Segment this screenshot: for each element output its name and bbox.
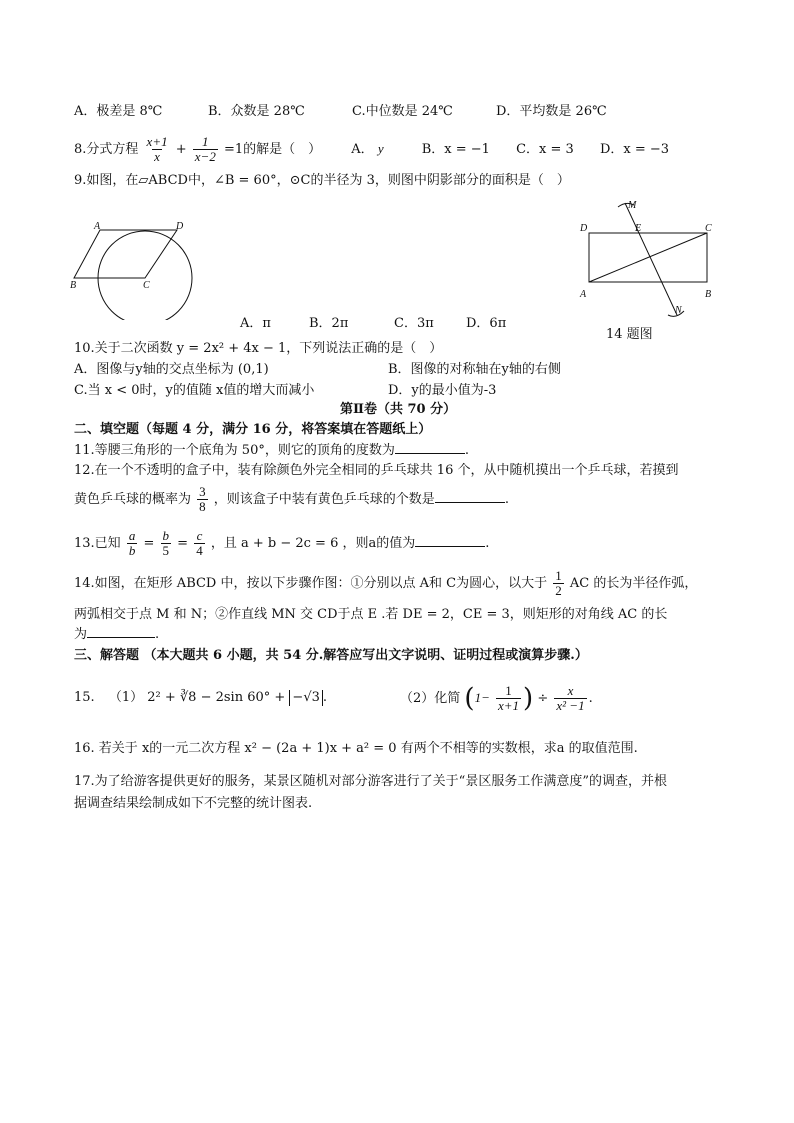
q10-option-d: D．y的最小值为-3	[388, 383, 497, 398]
q13-f2-den: 5	[162, 543, 170, 558]
question-8	[74, 131, 669, 168]
fig14-label-c: C	[705, 223, 712, 234]
question-16: 16. 若关于 x的一元二次方程 x² − (2a + 1)x + a² = 0 有两个不相等的实数根，求a 的取值范围.	[74, 741, 638, 756]
q12-suffix: ，则该盒子中装有黄色乒乓球的个数是	[213, 492, 435, 507]
fig14-label-b: B	[705, 289, 712, 300]
q15-f1-num: 1	[505, 683, 512, 698]
q11-answer-blank[interactable]	[395, 453, 465, 454]
question-11	[74, 442, 469, 460]
q8-frac2-den: x−2	[194, 149, 216, 164]
question-15-part-2	[400, 675, 593, 722]
fig14-caption: 14 题图	[606, 327, 653, 342]
q12-answer-blank[interactable]	[435, 502, 505, 503]
q13-eq2: =	[177, 536, 189, 551]
q9-figure	[66, 218, 202, 320]
q8-frac1-den: x	[154, 149, 160, 164]
q13-answer-blank[interactable]	[415, 546, 485, 547]
q8-option-a-label: A．	[351, 142, 374, 157]
q12-frac-den: 8	[199, 499, 206, 514]
q9-label-c: C	[143, 280, 150, 291]
q13-f3-den: 4	[196, 543, 203, 558]
q10-option-a: A．图像与y轴的交点坐标为 (0,1)	[74, 362, 269, 377]
q13-mid: ，且 a + b − 2c = 6 ，则a的值为	[210, 536, 416, 551]
question-17-line-2: 据调查结果绘制成如下不完整的统计图表.	[74, 796, 313, 811]
q9-label-a: A	[94, 221, 101, 232]
fig14-label-n: N	[675, 305, 682, 316]
q9-option-a: A．π	[240, 316, 271, 331]
fig14-line-mn	[625, 203, 677, 315]
fig14-label-a: A	[580, 289, 587, 300]
q15-right-paren: )	[523, 683, 534, 714]
q15-number: 15.	[74, 690, 95, 705]
q9-option-d: D．6π	[466, 316, 507, 331]
q15-part2-label: （2）化简	[400, 691, 461, 706]
question-17-line-1: 17.为了给游客提供更好的服务，某景区随机对部分游客进行了关于“景区服务工作满意度”的调查，并根	[74, 774, 667, 789]
q15-part2-fraction-2	[554, 684, 586, 713]
q9-option-b: B．2π	[309, 316, 349, 331]
q15-part1-expression: 2² + ∛8 − 2sin 60° +	[147, 690, 286, 705]
q15-f2-den: x² −1	[556, 698, 585, 713]
q8-option-a-value: y	[377, 141, 384, 156]
q15-left-paren: (	[464, 683, 475, 714]
q15-part2-one: 1−	[474, 690, 490, 705]
question-12-line-1: 12.在一个不透明的盒子中，装有除颜色外完全相同的乒乓球共 16 个，从中随机摸出一个乒乓球，若摸到	[74, 463, 679, 478]
question-14-line-1	[74, 566, 697, 602]
q15-part1-label: （1）	[108, 690, 144, 705]
q15-part1-absolute: −√3	[289, 690, 322, 706]
question-15	[74, 678, 327, 718]
q14-end: .	[155, 627, 160, 642]
q12-fraction	[197, 485, 208, 514]
question-10: 10.关于二次函数 y = 2x² + 4x − 1，下列说法正确的是（ ）	[74, 341, 443, 356]
q14-half-fraction	[553, 569, 564, 598]
q11-text: 11.等腰三角形的一个底角为 50°，则它的顶角的度数为	[74, 443, 395, 458]
q14-answer-blank[interactable]	[87, 637, 155, 638]
q8-frac2-num: 1	[202, 134, 209, 149]
q8-equals: =1的解是（ ）	[223, 142, 322, 157]
q13-f3-num: c	[196, 528, 203, 543]
q8-frac1-num: x+1	[146, 134, 168, 149]
q13-fraction-3	[194, 529, 205, 558]
q13-f1-den: b	[128, 543, 136, 558]
q14-half-den: 2	[555, 583, 562, 598]
q11-end: .	[464, 443, 469, 458]
q13-prefix: 13.已知	[74, 536, 121, 551]
q8-plus: +	[175, 142, 187, 157]
question-13	[74, 524, 489, 564]
question-14-line-3	[74, 626, 159, 644]
section-2-title: 二、填空题（每题 4 分，满分 16 分，将答案填在答题纸上）	[74, 422, 432, 437]
fig14-label-d: D	[580, 223, 588, 234]
q12-end: .	[504, 492, 509, 507]
q13-end: .	[485, 536, 490, 551]
q7-option-d: D．平均数是 26℃	[496, 104, 607, 119]
q15-part2-end: .	[588, 691, 593, 706]
q15-part2-divide: ÷	[537, 691, 549, 706]
q7-option-a: A．极差是 8℃	[74, 104, 163, 119]
fig14-diagonal-ac	[589, 233, 707, 282]
q13-fraction-2	[161, 529, 172, 558]
question-12-line-2	[74, 482, 509, 518]
q9-label-b: B	[70, 280, 77, 291]
q9-label-d: D	[176, 221, 184, 232]
q8-fraction-2	[193, 135, 218, 164]
q10-option-c: C.当 x < 0时，y的值随 x值的增大而减小	[74, 383, 315, 398]
q8-prefix: 8.分式方程	[74, 142, 139, 157]
question-14-line-2: 两弧相交于点 M 和 N；②作直线 MN 交 CD于点 E .若 DE = 2，CE = 3，则矩形的对角线 AC 的长	[74, 607, 668, 622]
q9-option-c: C．3π	[394, 316, 434, 331]
q7-option-c: C.中位数是 24℃	[352, 104, 453, 119]
q7-option-b: B．众数是 28℃	[208, 104, 305, 119]
q14-prefix: 14.如图，在矩形 ABCD 中，按以下步骤作图：①分别以点 A和 C为圆心，以大于	[74, 576, 548, 591]
q15-part1-end: .	[322, 690, 328, 705]
q15-part2-fraction-1	[496, 684, 521, 713]
q14-half-num: 1	[555, 568, 562, 583]
q15-f1-den: x+1	[498, 698, 520, 713]
q12-frac-num: 3	[199, 484, 206, 499]
q13-eq1: =	[143, 536, 155, 551]
fig14-label-e: E	[635, 223, 642, 234]
q8-option-b: B．x = −1	[421, 142, 490, 157]
q9-parallelogram	[74, 230, 177, 278]
q13-f2-num: b	[162, 528, 170, 543]
q13-fraction-1	[127, 529, 138, 558]
q14-suffix: AC 的长为半径作弧，	[569, 576, 698, 591]
q9-circle	[98, 231, 192, 320]
fig14-figure	[578, 195, 728, 325]
q15-f2-num: x	[567, 683, 574, 698]
question-9: 9.如图，在▱ABCD中，∠B = 60°，⊙C的半径为 3，则图中阴影部分的面积是（ ）	[74, 173, 570, 188]
q10-option-b: B．图像的对称轴在y轴的右侧	[388, 362, 561, 377]
fig14-label-m: M	[628, 200, 637, 211]
section-3-title: 三、解答题 （本大题共 6 小题，共 54 分.解答应写出文字说明、证明过程或演算步骤.）	[74, 648, 588, 663]
q14-line3-prefix: 为	[74, 627, 88, 642]
q8-option-c: C．x = 3	[516, 142, 574, 157]
q12-prefix: 黄色乒乓球的概率为	[74, 492, 192, 507]
q8-fraction-1	[145, 135, 170, 164]
q8-option-d: D．x = −3	[599, 142, 670, 157]
part-2-title: 第Ⅱ卷（共 70 分）	[340, 402, 457, 417]
q13-f1-num: a	[128, 528, 136, 543]
